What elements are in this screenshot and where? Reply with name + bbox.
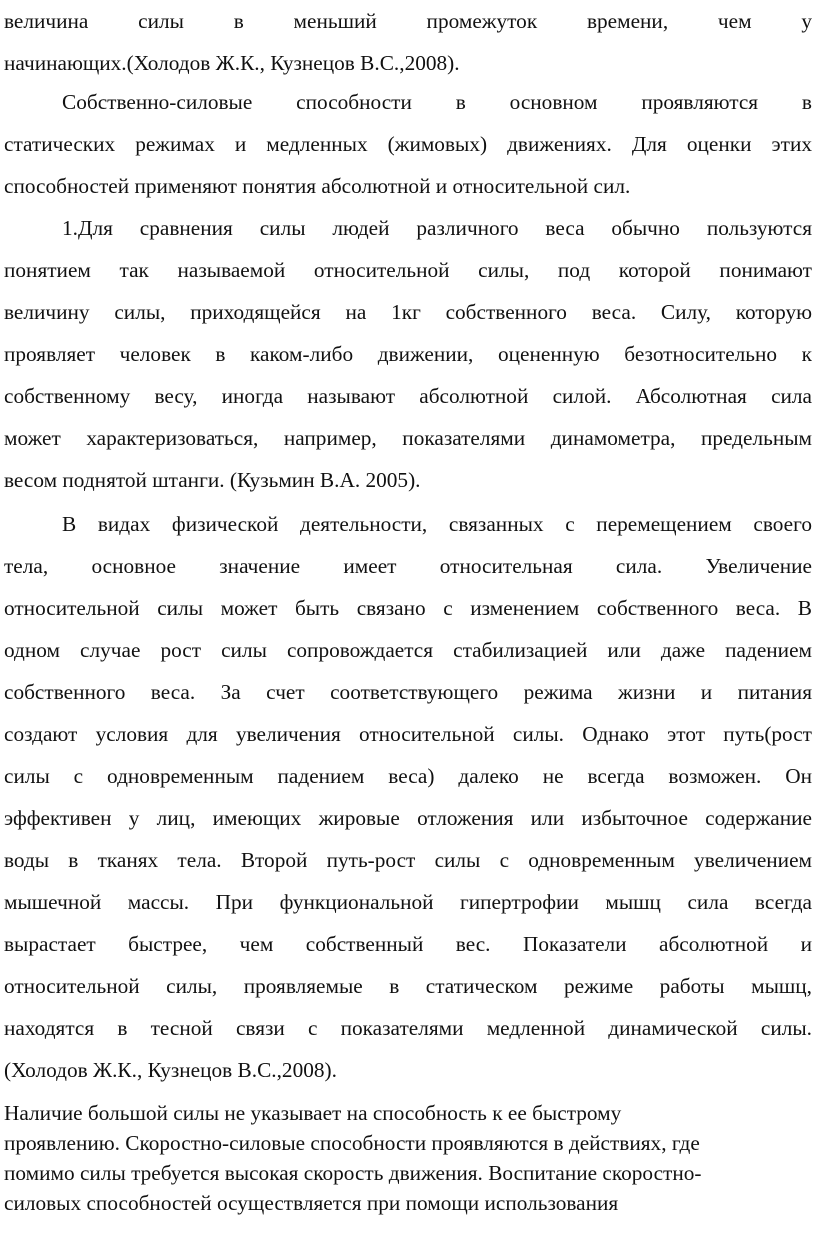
paragraph-strength-abilities xyxy=(4,81,812,207)
text-line: силовых способностей осуществляется при помощи использования xyxy=(4,1191,619,1215)
text-line: величину силы, приходящейся на 1кг собственного веса. Силу, которую xyxy=(4,300,812,324)
text-line: понятием так называемой относительной силы, под которой понимают xyxy=(4,258,812,282)
paragraph-physical-activity xyxy=(4,503,812,1091)
text-line: величина силы в меньший промежуток времени, чем у xyxy=(4,9,812,33)
text-line: помимо силы требуется высокая скорость движения. Воспитание скоростно- xyxy=(4,1161,702,1185)
text-line: может характеризоваться, например, показателями динамометра, предельным xyxy=(4,426,812,450)
text-line: В видах физической деятельности, связанных с перемещением своего xyxy=(62,512,812,536)
text-line: собственному весу, иногда называют абсолютной силой. Абсолютная сила xyxy=(4,384,812,408)
text-line: (Холодов Ж.К., Кузнецов В.С.,2008). xyxy=(4,1058,337,1082)
text-line: способностей применяют понятия абсолютной и относительной сил. xyxy=(4,174,631,198)
text-line: создают условия для увеличения относительной силы. Однако этот путь(рост xyxy=(4,722,812,746)
text-line: вырастает быстрее, чем собственный вес. Показатели абсолютной и xyxy=(4,932,812,956)
text-line: эффективен у лиц, имеющих жировые отложения или избыточное содержание xyxy=(4,806,812,830)
text-line: относительной силы может быть связано с изменением собственного веса. В xyxy=(4,596,812,620)
text-line: собственного веса. За счет соответствующего режима жизни и питания xyxy=(4,680,812,704)
text-line: проявляет человек в каком-либо движении, оцененную безотносительно к xyxy=(4,342,812,366)
text-line: Собственно-силовые способности в основном проявляются в xyxy=(62,90,812,114)
paragraph-continuation xyxy=(4,0,812,84)
text-line: 1.Для сравнения силы людей различного веса обычно пользуются xyxy=(62,216,812,240)
text-line: мышечной массы. При функциональной гипертрофии мышц сила всегда xyxy=(4,890,812,914)
text-line: силы с одновременным падением веса) далеко не всегда возможен. Он xyxy=(4,764,812,788)
text-line: находятся в тесной связи с показателями медленной динамической силы. xyxy=(4,1016,812,1040)
text-line: начинающих.(Холодов Ж.К., Кузнецов В.С.,2008). xyxy=(4,51,460,75)
text-line: Наличие большой силы не указывает на способность к ее быстрому xyxy=(4,1101,622,1125)
text-line: весом поднятой штанги. (Кузьмин В.А. 2005). xyxy=(4,468,421,492)
paragraph-speed-strength xyxy=(4,1098,812,1218)
text-line: относительной силы, проявляемые в статическом режиме работы мышц, xyxy=(4,974,812,998)
paragraph-relative-strength xyxy=(4,207,812,501)
text-line: статических режимах и медленных (жимовых) движениях. Для оценки этих xyxy=(4,132,812,156)
text-line: тела, основное значение имеет относительная сила. Увеличение xyxy=(4,554,812,578)
text-line: одном случае рост силы сопровождается стабилизацией или даже падением xyxy=(4,638,812,662)
text-line: воды в тканях тела. Второй путь-рост силы с одновременным увеличением xyxy=(4,848,812,872)
text-line: проявлению. Скоростно-силовые способности проявляются в действиях, где xyxy=(4,1131,700,1155)
